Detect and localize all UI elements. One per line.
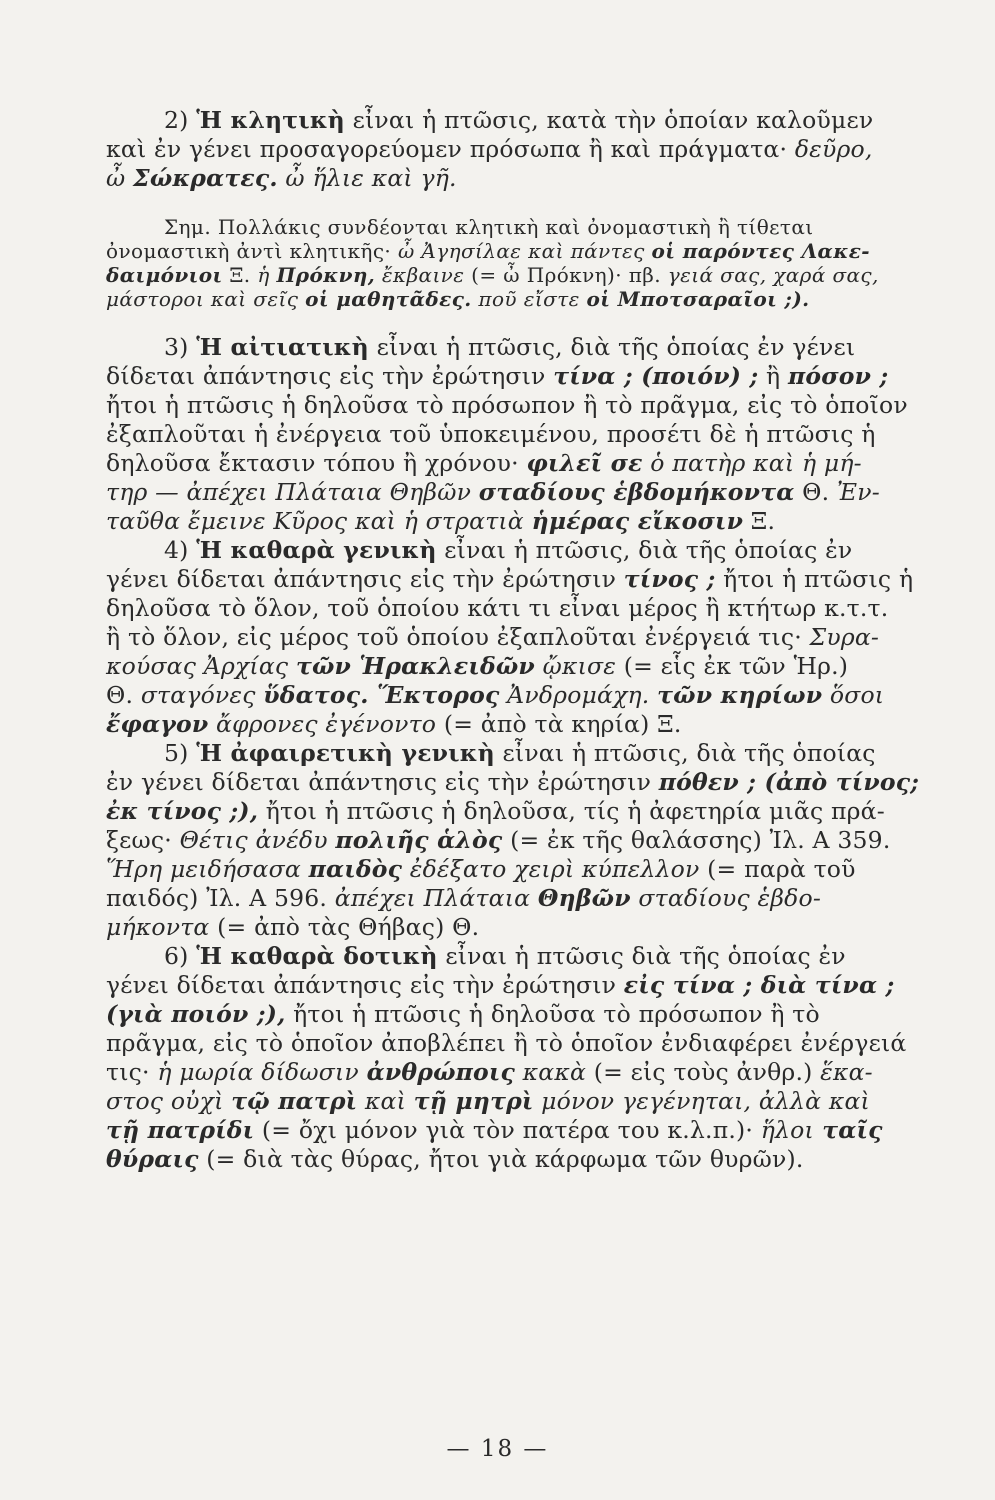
text-run: ξεως·	[106, 826, 180, 854]
text-line	[106, 263, 886, 287]
paragraph-spacer	[106, 311, 886, 333]
note-block	[106, 215, 886, 311]
emphasis-run: φιλεῖ σε	[526, 449, 643, 477]
text-run: δηλοῦσα τὸ ὅλον, τοῦ ὁποίου κάτι τι εἶναι μέρος ἢ κτήτωρ κ.τ.τ.	[106, 594, 889, 622]
text-run: Θ.	[106, 681, 141, 709]
emphasis-run: ἡμέρας εἴκοσιν	[531, 507, 744, 535]
text-run: (= ἀπὸ τὰς Θήβας) Θ.	[209, 913, 480, 941]
emphasis-run: οἱ παρόντες Λακε-	[651, 239, 870, 263]
emphasis-run: καὶ	[357, 1087, 414, 1115]
emphasis-run: ὅσοι	[822, 681, 885, 709]
case-heading: Ἡ ἀφαιρετικὴ γενικὴ	[196, 739, 495, 767]
emphasis-run: ἡ	[257, 263, 277, 287]
emphasis-run: εἰς τίνα ; διὰ τίνα ;	[623, 971, 895, 999]
emphasis-run: παιδὸς	[308, 855, 403, 883]
text-run: εἶναι ἡ πτῶσις, διὰ τῆς ὁποίας ἐν γένει	[368, 333, 856, 361]
emphasis-run: Πρόκνη,	[276, 263, 376, 287]
emphasis-run: ὦ ἥλιε καὶ γῆ.	[277, 164, 457, 192]
text-line	[106, 420, 886, 449]
text-line	[106, 239, 886, 263]
emphasis-run: μάστοροι καὶ σεῖς	[106, 287, 306, 311]
text-run: γένει δίδεται ἀπάντησις εἰς τὴν ἐρώτησιν	[106, 565, 624, 593]
text-line	[106, 391, 908, 420]
text-run: (= ὦ Πρόκνη)· πβ.	[464, 263, 668, 287]
text-run: ἐξαπλοῦται ἡ ἐνέργεια τοῦ ὑποκειμένου, προσέτι δὲ ἡ πτῶσις ἡ	[106, 420, 876, 448]
text-line	[106, 565, 914, 594]
text-line	[106, 681, 886, 710]
text-run: Ξ.	[222, 263, 258, 287]
text-line	[106, 652, 886, 681]
emphasis-run: οἱ μαθητᾶδες.	[305, 287, 472, 311]
emphasis-run: ταῦθα ἔμεινε Κῦρος καὶ ἡ στρατιὰ	[106, 507, 532, 535]
emphasis-run: ἐδέξατο χειρὶ κύπελλον	[402, 855, 700, 883]
text-run: ἢ τὸ ὅλον, εἰς μέρος τοῦ ὁποίου ἐξαπλοῦται ἐνέργειά τις·	[106, 623, 810, 651]
emphasis-run: ἥλοι	[760, 1116, 814, 1144]
emphasis-run: ὦ	[106, 164, 134, 192]
text-line	[106, 768, 920, 797]
text-line	[106, 826, 891, 855]
text-run: 4)	[164, 536, 197, 564]
text-run: (= εἷς ἐκ τῶν Ἡρ.)	[616, 652, 849, 680]
case-heading: Ἡ καθαρὰ γενικὴ	[196, 536, 437, 564]
text-run: 6)	[164, 942, 197, 970]
text-run: παιδός) Ἰλ. Α 596.	[106, 884, 335, 912]
emphasis-run: ποῦ εἴστε	[471, 287, 587, 311]
emphasis-run: Θηβῶν	[537, 884, 631, 912]
text-run: 5)	[164, 739, 197, 767]
emphasis-run: κακὰ	[515, 1058, 587, 1086]
text-line	[106, 913, 886, 942]
text-line	[106, 884, 886, 913]
text-run: πρᾶγμα, εἰς τὸ ὁποῖον ἀποβλέπει ἢ τὸ ὁποῖον ἐνδιαφέρει ἐνέργειά	[106, 1029, 907, 1057]
text-line	[106, 333, 886, 362]
text-run: ἤτοι ἡ πτῶσις ἡ δηλοῦσα, τίς ἡ ἀφετηρία μιᾶς πρά-	[258, 797, 885, 825]
emphasis-run: ἔφαγον	[106, 710, 209, 738]
emphasis-run: πόσον ;	[787, 362, 889, 390]
emphasis-run: ἔκβαινε	[375, 263, 465, 287]
emphasis-run: Θέτις ἀνέδυ	[179, 826, 336, 854]
emphasis-run: θύραις	[106, 1145, 199, 1173]
emphasis-run: ἀνθρώποις	[366, 1058, 516, 1086]
emphasis-run: μόνον γεγένηται, ἀλλὰ καὶ	[533, 1087, 870, 1115]
emphasis-run: Ἐν-	[836, 478, 880, 506]
text-line	[106, 507, 886, 536]
text-run: 2)	[164, 106, 197, 134]
text-run: (= ἀπὸ τὰ κηρία) Ξ.	[436, 710, 682, 738]
text-run: εἶναι ἡ πτῶσις, κατὰ τὴν ὁποίαν καλοῦμεν	[344, 106, 874, 134]
paragraph-spacer	[106, 193, 886, 215]
text-line	[106, 855, 886, 884]
emphasis-run: σταγόνες	[140, 681, 264, 709]
text-run: δίδεται ἀπάντησις εἰς τὴν ἐρώτησιν	[106, 362, 554, 390]
text-run: ἢ	[758, 362, 788, 390]
emphasis-run: ταῖς	[813, 1116, 883, 1144]
case-heading: Ἡ καθαρὰ δοτικὴ	[196, 942, 438, 970]
emphasis-run: πόθεν ; (ἀπὸ τίνος;	[658, 768, 920, 796]
text-line	[106, 106, 886, 135]
emphasis-run: ἡ μωρία δίδωσιν	[157, 1058, 367, 1086]
emphasis-run: κούσας Ἀρχίας	[106, 652, 296, 680]
emphasis-run: πολιῆς ἁλὸς	[335, 826, 503, 854]
text-run: καὶ ἐν γένει προσαγορεύομεν πρόσωπα ἢ καὶ πράγματα·	[106, 135, 795, 163]
text-run: ὀνομαστικὴ ἀντὶ κλητικῆς·	[106, 239, 398, 263]
emphasis-run: ᾤκισε	[534, 652, 617, 680]
text-line	[106, 623, 886, 652]
emphasis-run: τῶν κηρίων	[657, 681, 823, 709]
text-run: (= διὰ τὰς θύρας, ἤτοι γιὰ κάρφωμα τῶν θυρῶν).	[198, 1145, 804, 1173]
emphasis-run: τίνος ;	[623, 565, 716, 593]
text-line	[106, 1087, 886, 1116]
case-heading: Ἡ αἰτιατικὴ	[196, 333, 369, 361]
text-line	[106, 536, 886, 565]
text-line	[106, 1058, 886, 1087]
text-line	[106, 797, 886, 826]
text-line	[106, 478, 886, 507]
text-run: (= παρὰ τοῦ	[699, 855, 856, 883]
emphasis-run: σταδίους ἑβδομήκοντα	[478, 478, 795, 506]
emphasis-run: γειά σας, χαρά σας,	[667, 263, 879, 287]
emphasis-run: τῶν Ἡρακλειδῶν	[295, 652, 535, 680]
emphasis-run: ἄφρονες ἐγένοντο	[208, 710, 437, 738]
emphasis-run: δεῦρο,	[794, 135, 873, 163]
text-run: (= εἰς τοὺς ἀνθρ.)	[586, 1058, 821, 1086]
emphasis-run: στος οὐχὶ	[106, 1087, 232, 1115]
emphasis-run: ἀπέχει Πλάταια	[334, 884, 538, 912]
text-line	[106, 164, 886, 193]
emphasis-run: σταδίους ἑβδο-	[630, 884, 821, 912]
text-run: εἶναι ἡ πτῶσις, διὰ τῆς ὁποίας ἐν	[436, 536, 853, 564]
case-heading: Ἡ κλητικὴ	[196, 106, 345, 134]
text-run: δηλοῦσα ἔκτασιν τόπου ἢ χρόνου·	[106, 449, 527, 477]
text-line	[106, 971, 895, 1000]
emphasis-run: ἐκ τίνος ;),	[106, 797, 259, 825]
text-line	[106, 449, 886, 478]
text-run: 3)	[164, 333, 197, 361]
emphasis-run: μήκοντα	[106, 913, 210, 941]
emphasis-run: Ἥρη μειδήσασα	[106, 855, 309, 883]
emphasis-run: ὕδατος. Ἕκτορος	[263, 681, 500, 709]
text-run: τις·	[106, 1058, 158, 1086]
emphasis-run: δαιμόνιοι	[106, 263, 223, 287]
text-run: Ξ.	[743, 507, 776, 535]
text-line	[106, 594, 889, 623]
text-run: ἤτοι ἡ πτῶσις ἡ δηλοῦσα τὸ πρόσωπον ἢ τὸ πρᾶγμα, εἰς τὸ ὁποῖον	[106, 391, 908, 419]
text-run: γένει δίδεται ἀπάντησις εἰς τὴν ἐρώτησιν	[106, 971, 624, 999]
emphasis-run: Σώκρατες.	[133, 164, 278, 192]
emphasis-run: τίνα ; (ποιόν) ;	[553, 362, 759, 390]
emphasis-run: Ἀνδρομάχη.	[499, 681, 658, 709]
text-line	[106, 362, 889, 391]
emphasis-run: ὁ πατὴρ καὶ ἡ μή-	[642, 449, 862, 477]
emphasis-run: (γιὰ ποιόν ;),	[106, 1000, 286, 1028]
body-text	[106, 106, 920, 1174]
text-line	[106, 739, 886, 768]
text-run: ἤτοι ἡ πτῶσις ἡ δηλοῦσα τὸ πρόσωπον ἢ τὸ	[285, 1000, 820, 1028]
text-line	[106, 1145, 886, 1174]
emphasis-run: ἕκα-	[820, 1058, 873, 1086]
emphasis-run: τῷ πατρὶ	[231, 1087, 358, 1115]
text-run: ἐν γένει δίδεται ἀπάντησις εἰς τὴν ἐρώτησιν	[106, 768, 659, 796]
text-line	[106, 710, 886, 739]
emphasis-run: οἱ Μποτσαραῖοι ;).	[586, 287, 810, 311]
text-line	[106, 215, 886, 239]
text-run: Θ.	[794, 478, 837, 506]
text-line	[106, 942, 886, 971]
text-run: εἶναι ἡ πτῶσις διὰ τῆς ὁποίας ἐν	[437, 942, 846, 970]
text-line	[106, 1116, 886, 1145]
text-line	[106, 1029, 907, 1058]
emphasis-run: τῇ πατρίδι	[106, 1116, 255, 1144]
text-run: (= ὄχι μόνον γιὰ τὸν πατέρα του κ.λ.π.)·	[254, 1116, 761, 1144]
text-run: ἤτοι ἡ πτῶσις ἡ	[715, 565, 914, 593]
text-line	[106, 1000, 886, 1029]
emphasis-run: τηρ — ἀπέχει Πλάταια Θηβῶν	[106, 478, 479, 506]
emphasis-run: Συρα-	[809, 623, 880, 651]
text-line	[106, 287, 886, 311]
emphasis-run: ὦ Ἀγησίλαε καὶ πάντες	[397, 239, 652, 263]
text-run: Σημ. Πολλάκις συνδέονται κλητικὴ καὶ ὀνομαστικὴ ἢ τίθεται	[164, 215, 814, 239]
page-number: — 18 —	[446, 1436, 549, 1462]
text-run: (= ἐκ τῆς θαλάσσης) Ἰλ. Α 359.	[502, 826, 891, 854]
text-run: εἶναι ἡ πτῶσις, διὰ τῆς ὁποίας	[494, 739, 876, 767]
emphasis-run: τῇ μητρὶ	[413, 1087, 534, 1115]
text-line	[106, 135, 886, 164]
